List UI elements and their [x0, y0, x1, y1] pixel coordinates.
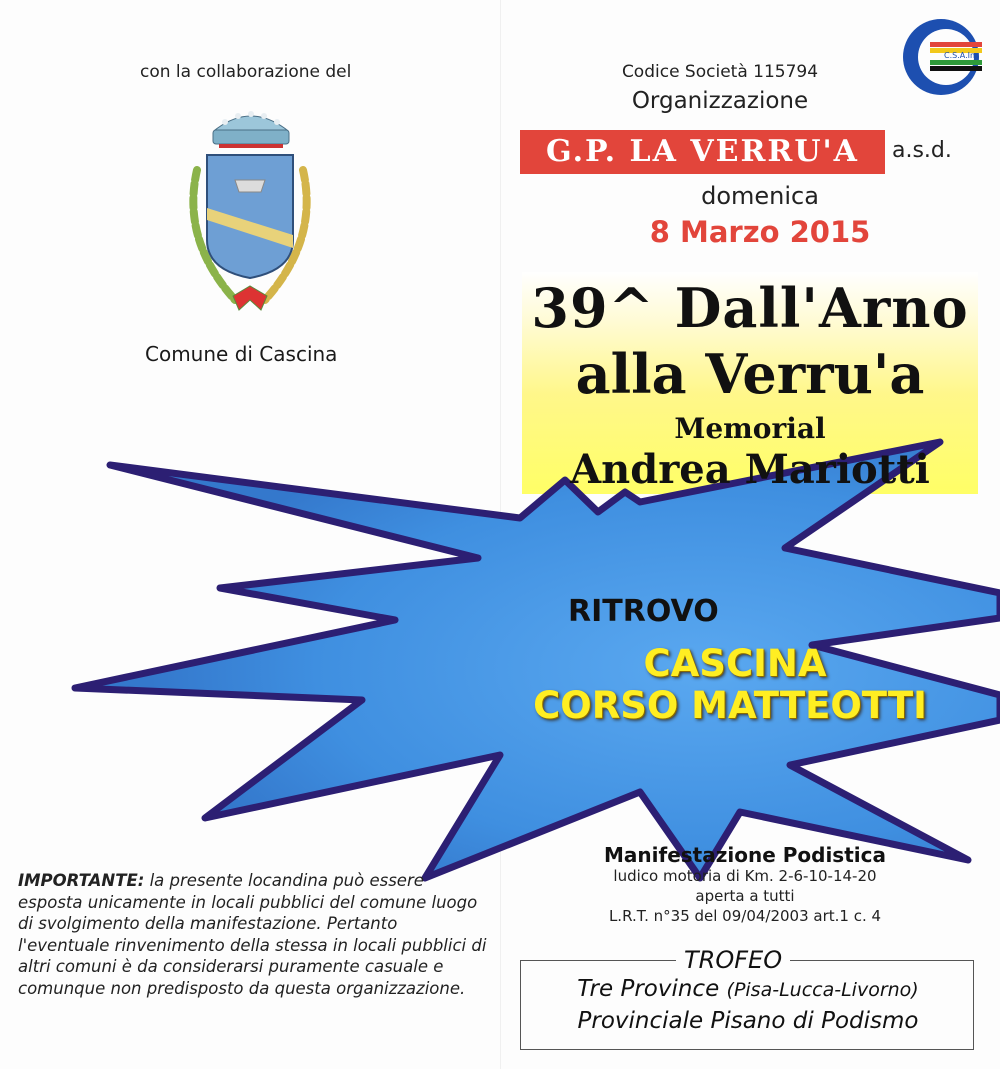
municipality-name: Comune di Cascina	[145, 342, 338, 366]
trophy-line2: Provinciale Pisano di Podismo	[577, 1008, 919, 1034]
event-title-line2: alla Verru'a	[575, 342, 925, 406]
trophy-label: TROFEO	[676, 946, 790, 974]
logo-text: C.S.A.In.	[944, 51, 978, 60]
csain-logo-icon	[900, 16, 982, 98]
society-code: Codice Società 115794	[621, 62, 819, 82]
organizer-name: G.P. LA VERRU'A	[546, 134, 859, 169]
event-title-line1: 39^ Dall'Arno	[531, 276, 969, 340]
day-label: domenica	[701, 182, 819, 210]
memorial-label: Memorial	[674, 412, 826, 445]
trophy-line1-main: Tre Province	[577, 976, 720, 1002]
important-notice	[18, 870, 493, 999]
organizer-banner	[520, 130, 1000, 174]
meeting-place-city: CASCINA	[643, 642, 827, 685]
notice-body: la presente locandina può essere esposta unicamente in locali pubblici del comune luogo di svolgimento della manifestazione. Pertanto l'eventuale rinvenimento della stessa in locali pubblici di altri comuni è da considerarsi puramente casuale e comunque non predisposto da questa organizzazione.	[18, 871, 487, 998]
meeting-point-label: RITROVO	[568, 594, 719, 629]
collaboration-text: con la collaborazione del	[140, 62, 352, 82]
meeting-place-street: CORSO MATTEOTTI	[533, 684, 927, 727]
trophy-line1	[522, 976, 974, 1002]
organizer-suffix: a.s.d.	[892, 138, 952, 163]
organization-label: Organizzazione	[631, 88, 809, 114]
event-regulation: L.R.T. n°35 del 09/04/2003 art.1 c. 4	[608, 907, 882, 925]
coat-of-arms-icon	[175, 100, 325, 330]
event-distances: ludico motoria di Km. 2-6-10-14-20	[613, 867, 877, 885]
event-date: 8 Marzo 2015	[649, 215, 871, 249]
notice-heading: IMPORTANTE:	[18, 871, 145, 890]
trophy-line1-sub: (Pisa-Lucca-Livorno)	[726, 979, 919, 1001]
event-open-to: aperta a tutti	[695, 887, 795, 905]
event-type-title: Manifestazione Podistica	[604, 843, 886, 867]
honoree-name: Andrea Mariotti	[570, 446, 930, 493]
